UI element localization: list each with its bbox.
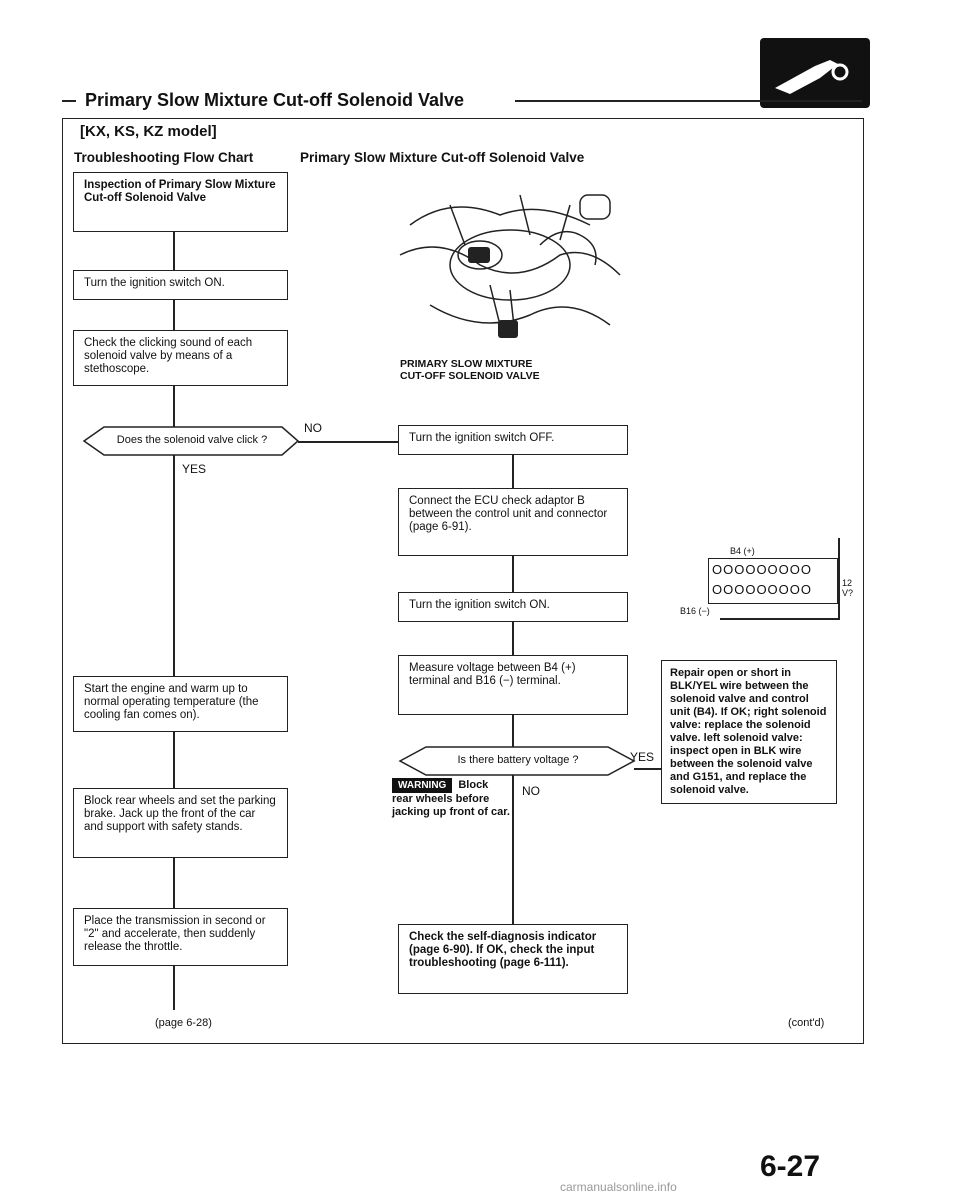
flow-box-ignition-on-2: Turn the ignition switch ON. <box>398 592 628 622</box>
no-label-1: NO <box>304 421 322 435</box>
no-label-2: NO <box>522 784 540 798</box>
model-label: [KX, KS, KZ model] <box>80 123 217 140</box>
caption-line-2: CUT-OFF SOLENOID VALVE <box>400 370 540 382</box>
warning-note <box>392 778 510 819</box>
flow-box-ignition-off: Turn the ignition switch OFF. <box>398 425 628 455</box>
decision-click-text: Does the solenoid valve click ? <box>116 434 268 446</box>
caption-line-1: PRIMARY SLOW MIXTURE <box>400 358 533 370</box>
connector-diagram <box>680 538 860 628</box>
flow-box-inspection: Inspection of Primary Slow Mixture Cut-off Solenoid Valve <box>73 172 288 232</box>
pin-b16-label: B16 (−) <box>680 606 710 616</box>
warning-line-2: rear wheels before <box>392 793 490 805</box>
flow-box-connect-adaptor: Connect the ECU check adaptor B between the control unit and connector (page 6-91). <box>398 488 628 556</box>
connector-row-2: OOOOOOOOO <box>712 582 813 597</box>
connector-row-1: OOOOOOOOO <box>712 562 813 577</box>
flow-box-measure-voltage: Measure voltage between B4 (+) terminal and B16 (−) terminal. <box>398 655 628 715</box>
warning-line-3: jacking up front of car. <box>392 806 510 818</box>
watermark: carmanualsonline.info <box>560 1180 677 1194</box>
engine-photo-icon <box>390 185 630 355</box>
flow-box-stethoscope: Check the clicking sound of each solenoid valve by means of a stethoscope. <box>73 330 288 386</box>
flow-box-warm-up: Start the engine and warm up to normal operating temperature (the cooling fan comes on). <box>73 676 288 732</box>
photo-caption <box>400 358 540 382</box>
flow-box-block-wheels: Block rear wheels and set the parking brake. Jack up the front of the car and support with safety stands. <box>73 788 288 858</box>
flow-box-self-diagnosis: Check the self-diagnosis indicator (page 6-90). If OK, check the input troubleshooting (page 6-111). <box>398 924 628 994</box>
yes-label-2: YES <box>630 750 655 764</box>
flow-box-ignition-on: Turn the ignition switch ON. <box>73 270 288 300</box>
yes-label-1: YES <box>182 462 207 476</box>
section-tab-icon <box>760 38 870 108</box>
page-title: Primary Slow Mixture Cut-off Solenoid Valve <box>85 90 465 110</box>
flow-box-transmission: Place the transmission in second or "2" and accelerate, then suddenly release the throttle. <box>73 908 288 966</box>
warning-badge: WARNING <box>392 778 452 793</box>
continued-label: (cont'd) <box>788 1017 825 1029</box>
pin-b4-label: B4 (+) <box>730 546 755 556</box>
page-number: 6-27 <box>760 1150 821 1183</box>
page-reference: (page 6-28) <box>155 1017 212 1029</box>
warning-line-1: Block <box>458 779 489 791</box>
subtitle-flowchart: Troubleshooting Flow Chart <box>74 150 254 165</box>
subtitle-component: Primary Slow Mixture Cut-off Solenoid Valve <box>300 150 585 165</box>
decision-voltage-text: Is there battery voltage ? <box>457 754 579 766</box>
voltage-label: 12 V? <box>842 578 854 598</box>
flow-box-repair: Repair open or short in BLK/YEL wire between the solenoid valve and control unit (B4). If OK; right solenoid valve: replace the solenoid valve. left solenoid valve: inspect open in BLK wire between the solenoid valve and G151, and replace the solenoid valve. <box>661 660 837 804</box>
